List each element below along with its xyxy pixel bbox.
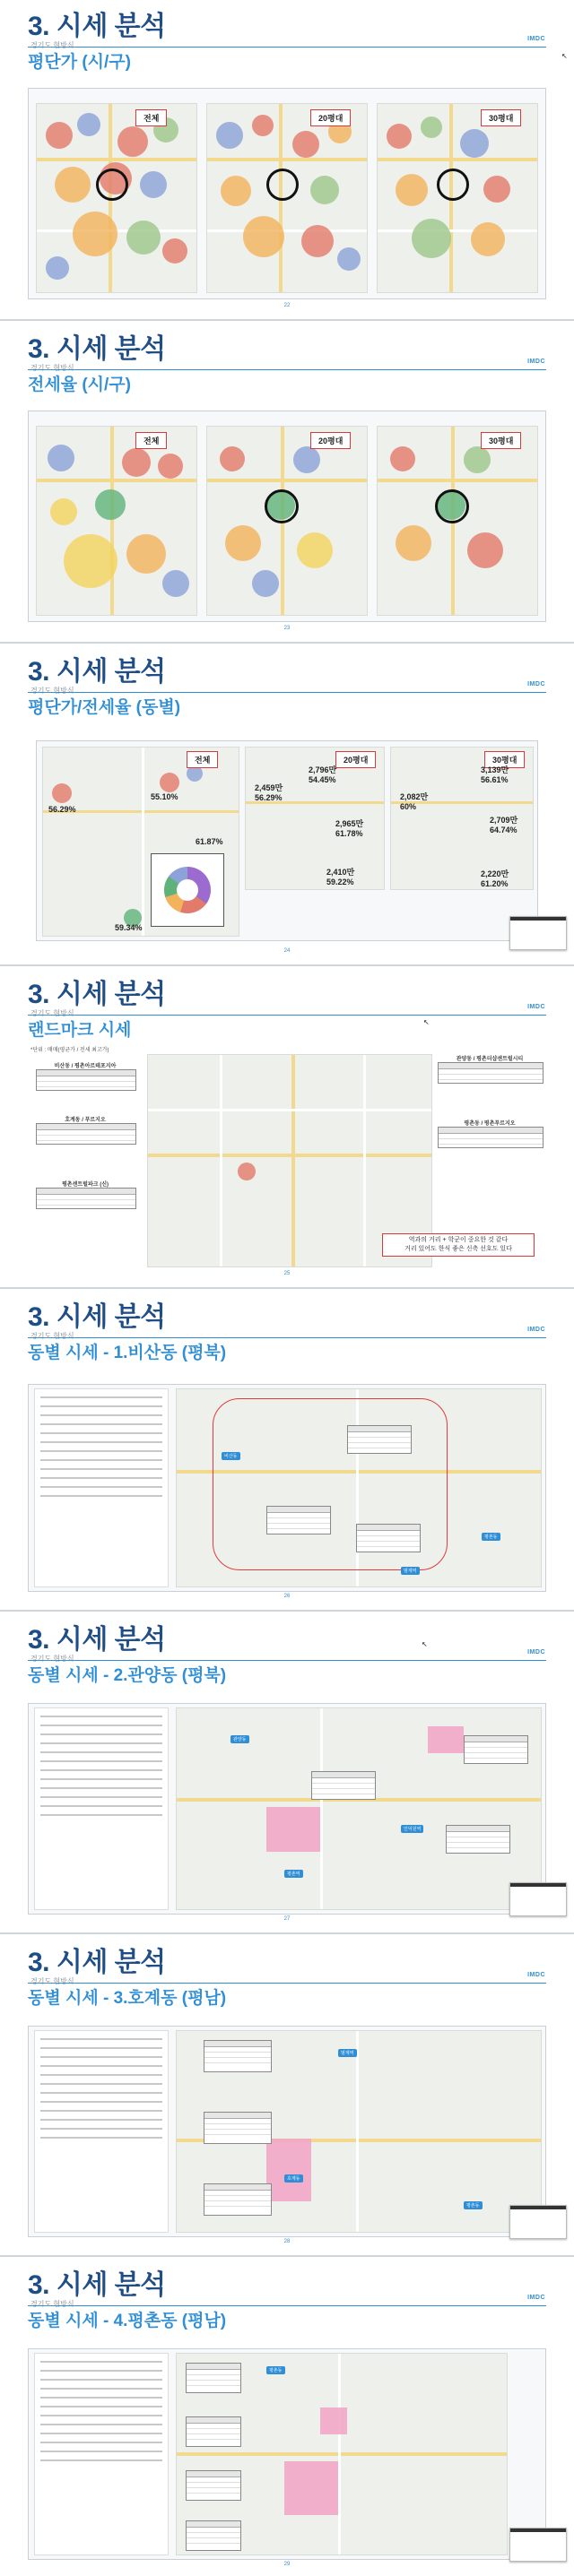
title-rule <box>28 1660 546 1661</box>
page-number: 29 <box>283 2562 291 2567</box>
thumbnail-preview[interactable] <box>509 916 567 950</box>
pct-label: 56.29% <box>255 793 283 802</box>
slide-title: 3. 시세 분석 <box>28 1302 166 1332</box>
slide-separator <box>0 964 574 966</box>
location-pin: 범계역 <box>338 2049 357 2057</box>
slide-subtitle-small: 경기도 현방식 <box>30 41 74 49</box>
content-frame <box>28 1703 546 1915</box>
apartment-list <box>34 1388 169 1587</box>
slide-subtitle-small: 경기도 현방식 <box>30 687 74 695</box>
title-rule <box>28 1015 546 1016</box>
left-table-3: 평촌센트럴파크 (신) <box>36 1180 135 1209</box>
tag-20: 20평대 <box>335 751 376 768</box>
tag-all: 전체 <box>187 751 218 768</box>
slide-heading: 동별 시세 - 2.관양동 (평북) <box>28 1666 227 1685</box>
left-table-1: 비산동 / 평촌아르테포지아 <box>36 1061 135 1091</box>
map-panel-all <box>36 103 197 293</box>
district-map <box>176 1388 542 1587</box>
slide-subtitle-small: 경기도 현방식 <box>30 2300 74 2308</box>
slide-heading: 동별 시세 - 4.평촌동 (평남) <box>28 2312 227 2330</box>
unit-note: *단위 : 매매(평균가 / 전세 최고가) <box>30 1048 109 1053</box>
donut-chart <box>151 853 224 927</box>
title-rule <box>28 1337 546 1338</box>
brand-logo: IMDC <box>527 1004 545 1010</box>
thumbnail-preview[interactable] <box>509 1882 567 1916</box>
price-label: 2,459만 <box>255 783 283 792</box>
slide-heading: 평단가 (시/구) <box>28 53 131 72</box>
slide-8 <box>0 2259 574 2576</box>
location-pin: 평촌역 <box>284 1870 303 1878</box>
left-table-2: 호계동 / 푸르지오 <box>36 1115 135 1145</box>
title-rule <box>28 47 546 48</box>
content-frame <box>28 411 546 622</box>
brand-logo: IMDC <box>527 36 545 42</box>
tag-30: 30평대 <box>484 751 525 768</box>
map-panel-30 <box>390 747 534 890</box>
slide-4 <box>0 968 574 1285</box>
slide-title: 3. 시세 분석 <box>28 334 166 364</box>
map-panel-20 <box>245 747 385 890</box>
district-map <box>176 2353 508 2555</box>
pct-label: 59.22% <box>326 877 354 886</box>
title-rule <box>28 692 546 693</box>
slide-1 <box>0 0 574 317</box>
page-number: 28 <box>283 2239 291 2244</box>
pct-label: 60% <box>400 802 417 811</box>
slide-subtitle-small: 경기도 현방식 <box>30 1655 74 1663</box>
district-map <box>176 2030 542 2233</box>
district-map <box>176 1707 542 1910</box>
apartment-list <box>34 2353 169 2555</box>
tag-30: 30평대 <box>481 432 521 449</box>
slide-subtitle-small: 경기도 현방식 <box>30 1977 74 1985</box>
pct-label: 56.29% <box>48 805 76 814</box>
slide-heading: 동별 시세 - 1.비산동 (평북) <box>28 1344 227 1362</box>
price-label: 2,965만 <box>335 819 364 828</box>
slide-6 <box>0 1613 574 1931</box>
right-table-1: 관양동 / 평촌더샵센트럴시티 <box>438 1054 542 1084</box>
pct-label: 61.87% <box>196 837 223 846</box>
focus-ring <box>265 489 299 523</box>
slide-subtitle-small: 경기도 현방식 <box>30 364 74 372</box>
brand-logo: IMDC <box>527 1649 545 1655</box>
price-label: 2,082만 <box>400 792 429 801</box>
tag-all: 전체 <box>135 432 167 449</box>
pct-label: 64.74% <box>490 826 517 834</box>
focus-ring <box>435 489 469 523</box>
location-pin: 호계동 <box>284 2174 303 2183</box>
focus-ring <box>96 169 128 201</box>
price-label: 2,709만 <box>490 816 518 825</box>
location-pin: 평촌동 <box>464 2201 483 2209</box>
map-panel-all <box>42 747 239 937</box>
price-label: 3,139만 <box>481 765 509 774</box>
slide-title: 3. 시세 분석 <box>28 1948 166 1977</box>
price-label: 2,796만 <box>309 765 337 774</box>
location-pin: 관양동 <box>230 1735 249 1743</box>
pct-label: 61.78% <box>335 829 363 838</box>
content-frame <box>36 740 538 941</box>
thumbnail-preview[interactable] <box>509 2205 567 2239</box>
location-pin: 범계역 <box>401 1567 420 1575</box>
slide-separator <box>0 319 574 321</box>
map-panel-20 <box>206 426 368 616</box>
brand-logo: IMDC <box>527 359 545 365</box>
cursor-icon: ↖ <box>561 52 568 60</box>
slide-separator <box>0 1287 574 1289</box>
slide-title: 3. 시세 분석 <box>28 1625 166 1655</box>
content-frame <box>28 2026 546 2237</box>
brand-logo: IMDC <box>527 681 545 687</box>
slide-title: 3. 시세 분석 <box>28 2270 166 2300</box>
content-frame <box>28 88 546 299</box>
pct-label: 61.20% <box>481 879 509 888</box>
price-label: 2,220만 <box>481 869 509 878</box>
focus-ring <box>266 169 299 201</box>
brand-logo: IMDC <box>527 2295 545 2301</box>
slide-2 <box>0 323 574 640</box>
map-panel-all <box>36 426 197 616</box>
analysis-note: 역과의 거리 + 학군이 중요한 것 같다 거리 있어도 한식 좋은 신축 선호도 있다 <box>382 1233 535 1257</box>
brand-logo: IMDC <box>527 1327 545 1333</box>
location-pin: 인덕원역 <box>401 1825 423 1833</box>
pct-label: 55.10% <box>151 792 178 801</box>
map-panel-30 <box>377 426 538 616</box>
tag-20: 20평대 <box>310 432 351 449</box>
thumbnail-preview[interactable] <box>509 2528 567 2562</box>
tag-20: 20평대 <box>310 109 351 126</box>
slide-separator <box>0 1610 574 1612</box>
title-rule <box>28 369 546 370</box>
brand-logo: IMDC <box>527 1972 545 1978</box>
slide-separator <box>0 2255 574 2257</box>
location-pin: 평촌동 <box>482 1533 500 1541</box>
right-table-2: 평촌동 / 평촌푸르지오 <box>438 1119 542 1148</box>
location-pin: 평촌동 <box>266 2366 285 2374</box>
pct-label: 56.61% <box>481 775 509 784</box>
page-number: 23 <box>283 626 291 631</box>
price-label: 2,410만 <box>326 868 355 877</box>
map-panel-20 <box>206 103 368 293</box>
slide-subtitle-small: 경기도 현방식 <box>30 1332 74 1340</box>
tag-all: 전체 <box>135 109 167 126</box>
title-rule <box>28 2305 546 2306</box>
content-frame <box>28 2348 546 2560</box>
cursor-icon: ↖ <box>423 1018 430 1026</box>
slide-title: 3. 시세 분석 <box>28 657 166 687</box>
cursor-icon: ↖ <box>422 1640 428 1648</box>
focus-ring <box>437 169 469 201</box>
tag-30: 30평대 <box>481 109 521 126</box>
slide-heading: 전세율 (시/구) <box>28 376 131 394</box>
slide-3 <box>0 645 574 963</box>
location-pin: 비산동 <box>222 1452 240 1460</box>
pct-label: 59.34% <box>115 923 143 932</box>
title-rule <box>28 1983 546 1984</box>
slide-title: 3. 시세 분석 <box>28 980 166 1009</box>
apartment-list <box>34 1707 169 1910</box>
slide-separator <box>0 1932 574 1934</box>
slide-title: 3. 시세 분석 <box>28 12 166 41</box>
slide-heading: 랜드마크 시세 <box>28 1021 132 1040</box>
page-number: 27 <box>283 1916 291 1922</box>
slide-heading: 동별 시세 - 3.호계동 (평남) <box>28 1989 227 2008</box>
pct-label: 54.45% <box>309 775 336 784</box>
slide-subtitle-small: 경기도 현방식 <box>30 1009 74 1017</box>
apartment-list <box>34 2030 169 2233</box>
page-number: 24 <box>283 948 291 954</box>
slide-7 <box>0 1936 574 2253</box>
slide-5 <box>0 1291 574 1608</box>
map-panel-30 <box>377 103 538 293</box>
slide-heading: 평단가/전세율 (동별) <box>28 698 181 717</box>
page-number: 26 <box>283 1594 291 1599</box>
page-number: 22 <box>283 303 291 308</box>
page-number: 25 <box>283 1271 291 1276</box>
content-frame <box>28 1384 546 1592</box>
slide-separator <box>0 642 574 644</box>
